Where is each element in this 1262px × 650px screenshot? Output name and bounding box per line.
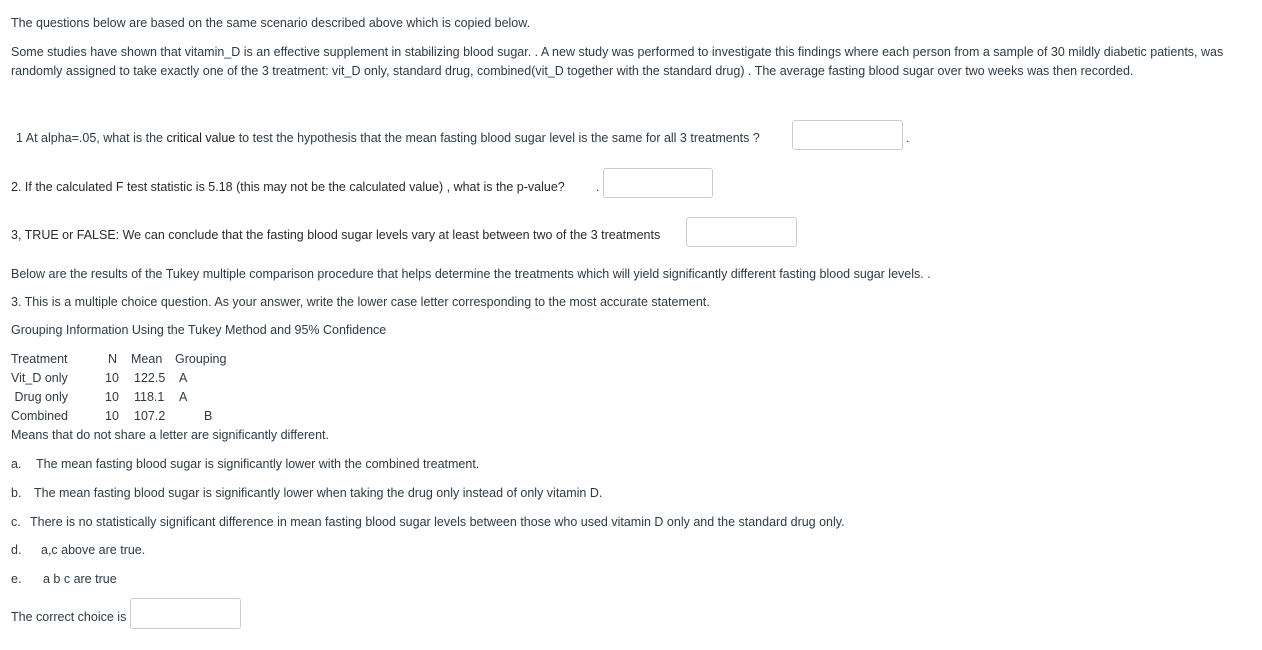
option-e-letter: e.: [11, 572, 22, 586]
table-row-n: 10: [105, 371, 119, 385]
option-d-text: a,c above are true.: [41, 543, 146, 557]
table-header-n: N: [108, 352, 118, 366]
option-e-text: a b c are true: [43, 572, 117, 586]
table-row-treatment: Combined: [11, 409, 68, 423]
table-row-group: A: [179, 390, 188, 404]
option-d-letter: d.: [11, 543, 22, 557]
question-4-prompt: 3. This is a multiple choice question. As your answer, write the lower case letter corresponding to the most accurate statement.: [11, 295, 710, 309]
option-b-letter: b.: [11, 486, 22, 500]
question-1-critical-value: critical value: [166, 131, 236, 145]
option-c-text: There is no statistically significant difference in mean fasting blood sugar levels between those who used vitamin D only and the standard drug only.: [30, 515, 845, 529]
table-row-n: 10: [105, 390, 119, 404]
question-3: 3, TRUE or FALSE: We can conclude that the fasting blood sugar levels vary at least between two of the 3 treatments: [11, 228, 661, 242]
scenario-line-1: Some studies have shown that vitamin_D is an effective supplement in stabilizing blood sugar. . A new study was performed to investigate this findings where each person from a sample of 30 mildly diabetic patients, was: [11, 45, 1224, 59]
option-c-letter: c.: [11, 515, 21, 529]
table-footnote: Means that do not share a letter are significantly different.: [11, 428, 330, 442]
table-row-mean: 107.2: [134, 409, 166, 423]
intro-text: The questions below are based on the same scenario described above which is copied below.: [11, 16, 531, 30]
question-1: [16, 129, 760, 147]
table-row-group: B: [204, 409, 213, 423]
question-2-trailing-dot: .: [596, 180, 600, 194]
table-row-treatment: Vit_D only: [11, 371, 68, 385]
question-1-text-before: 1 At alpha=.05, what is the: [16, 131, 167, 145]
correct-choice-label: The correct choice is: [11, 610, 127, 624]
option-b: [11, 484, 21, 502]
table-row-mean: 118.1: [134, 390, 165, 404]
table-row-treatment: Drug only: [11, 390, 68, 404]
tukey-intro-text: Below are the results of the Tukey multiple comparison procedure that helps determine the treatments which will yield significantly different fasting blood sugar levels. .: [11, 267, 931, 281]
table-header-grouping: Grouping: [175, 352, 227, 366]
question-2: 2. If the calculated F test statistic is 5.18 (this may not be the calculated value) , what is the p-value?: [11, 180, 565, 194]
correct-choice-input[interactable]: [130, 598, 241, 629]
grouping-title: Grouping Information Using the Tukey Method and 95% Confidence: [11, 323, 387, 337]
table-row-group: A: [179, 371, 188, 385]
table-header-treatment: Treatment: [11, 352, 68, 366]
option-a: [11, 455, 21, 473]
option-d: [11, 541, 21, 559]
table-row-mean: 122.5: [134, 371, 166, 385]
scenario-line-2: randomly assigned to take exactly one of the 3 treatment: vit_D only, standard drug, combined(vit_D together with the standard drug) . The average fasting blood sugar over two weeks was then recorded.: [11, 64, 1134, 78]
option-c: [11, 513, 21, 531]
option-a-letter: a.: [11, 457, 22, 471]
question-1-trailing-dot: .: [906, 131, 910, 145]
question-1-answer-input[interactable]: [792, 120, 903, 150]
question-1-text-after: to test the hypothesis that the mean fasting blood sugar level is the same for all 3 treatments ?: [235, 131, 760, 145]
option-a-text: The mean fasting blood sugar is significantly lower with the combined treatment.: [36, 457, 480, 471]
option-b-text: The mean fasting blood sugar is significantly lower when taking the drug only instead of only vitamin D.: [34, 486, 603, 500]
option-e: [11, 570, 21, 588]
question-3-answer-input[interactable]: [686, 217, 797, 247]
table-header-mean: Mean: [131, 352, 163, 366]
table-row-n: 10: [105, 409, 119, 423]
question-2-answer-input[interactable]: [603, 168, 713, 198]
